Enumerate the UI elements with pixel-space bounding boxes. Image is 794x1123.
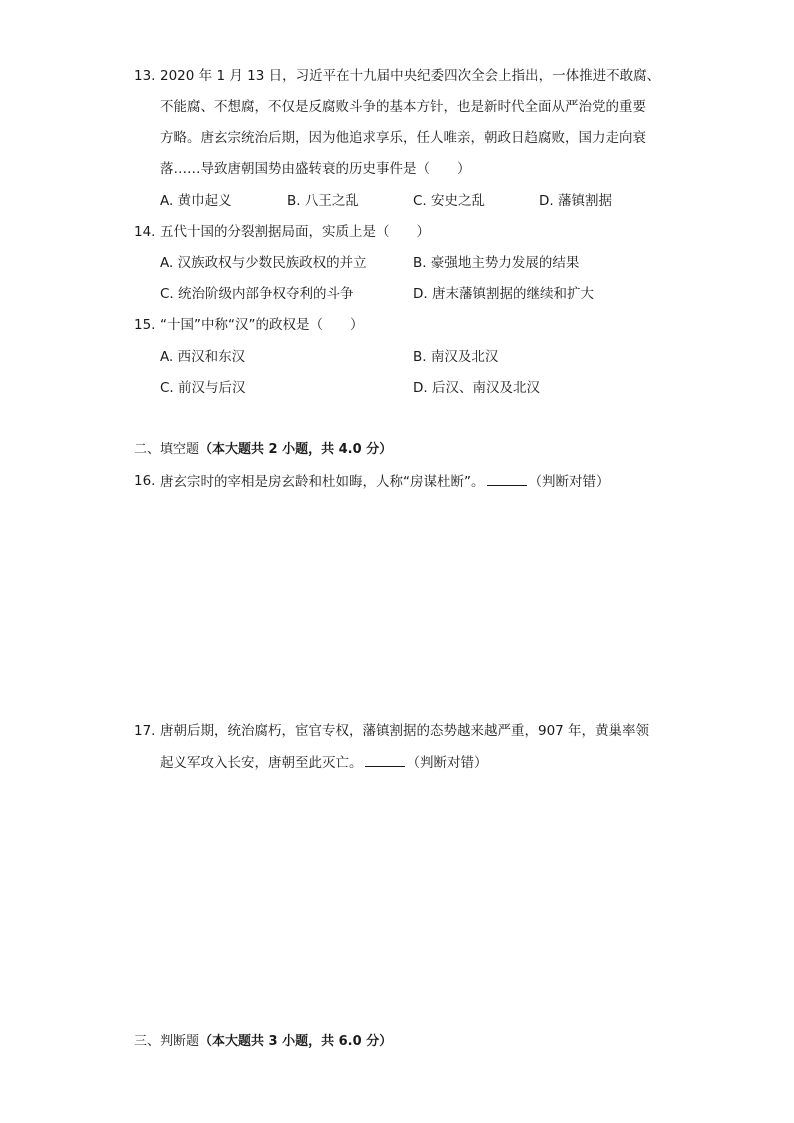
question-text-line: 方略。唐玄宗统治后期，因为他追求享乐，任人唯亲，朝政日趋腐败，国力走向衰 <box>160 130 646 146</box>
question-text-line <box>160 752 488 773</box>
section-title: 二、填空题 <box>134 442 200 457</box>
question-text-line: 2020 年 1 月 13 日，习近平在十九届中央纪委四次全会上指出，一体推进不敢腐、 <box>160 68 661 84</box>
option-a: A. 黄巾起义 <box>160 193 232 209</box>
question-number: 15. <box>134 317 156 333</box>
question-text: “十国”中称“汉”的政权是（ ） <box>160 317 364 333</box>
question-text-before: 起义军攻入长安，唐朝至此灭亡。 <box>160 755 363 771</box>
question-number: 17. <box>134 723 156 739</box>
option-a: A. 汉族政权与少数民族政权的并立 <box>160 255 367 271</box>
option-a: A. 西汉和东汉 <box>160 349 246 365</box>
option-d: D. 藩镇割据 <box>539 193 612 209</box>
section-title: 三、判断题 <box>134 1034 200 1049</box>
section-detail: （本大题共 2 小题，共 4.0 分） <box>199 442 393 457</box>
question-number: 13. <box>134 68 156 84</box>
option-d: D. 后汉、南汉及北汉 <box>413 380 540 396</box>
question-text-before: 唐玄宗时的宰相是房玄龄和杜如晦，人称“房谋杜断”。 <box>160 474 485 490</box>
option-c: C. 前汉与后汉 <box>160 380 246 396</box>
option-d: D. 唐末藩镇割据的继续和扩大 <box>413 286 594 302</box>
option-b: B. 八王之乱 <box>287 193 359 209</box>
question-number: 16. <box>134 473 156 489</box>
question-text-after: （判断对错） <box>528 474 610 490</box>
question-text <box>160 471 610 492</box>
section-heading-fill <box>134 440 392 460</box>
section-heading-judge <box>134 1032 392 1052</box>
question-number: 14. <box>134 224 156 240</box>
option-b: B. 南汉及北汉 <box>413 349 499 365</box>
option-c: C. 统治阶级内部争权夺利的斗争 <box>160 286 354 302</box>
question-text-line: 不能腐、不想腐，不仅是反腐败斗争的基本方针，也是新时代全面从严治党的重要 <box>160 99 646 115</box>
question-text: 五代十国的分裂割据局面，实质上是（ ） <box>160 224 430 240</box>
question-text-after: （判断对错） <box>406 755 488 771</box>
section-detail: （本大题共 3 小题，共 6.0 分） <box>199 1034 393 1049</box>
answer-blank[interactable] <box>365 752 405 767</box>
option-b: B. 豪强地主势力发展的结果 <box>413 255 580 271</box>
question-text-line: 落……导致唐朝国势由盛转衰的历史事件是（ ） <box>160 161 471 177</box>
option-c: C. 安史之乱 <box>413 193 486 209</box>
question-text-line: 唐朝后期，统治腐朽，宦官专权，藩镇割据的态势越来越严重，907 年，黄巢率领 <box>160 723 650 739</box>
answer-blank[interactable] <box>487 471 527 486</box>
